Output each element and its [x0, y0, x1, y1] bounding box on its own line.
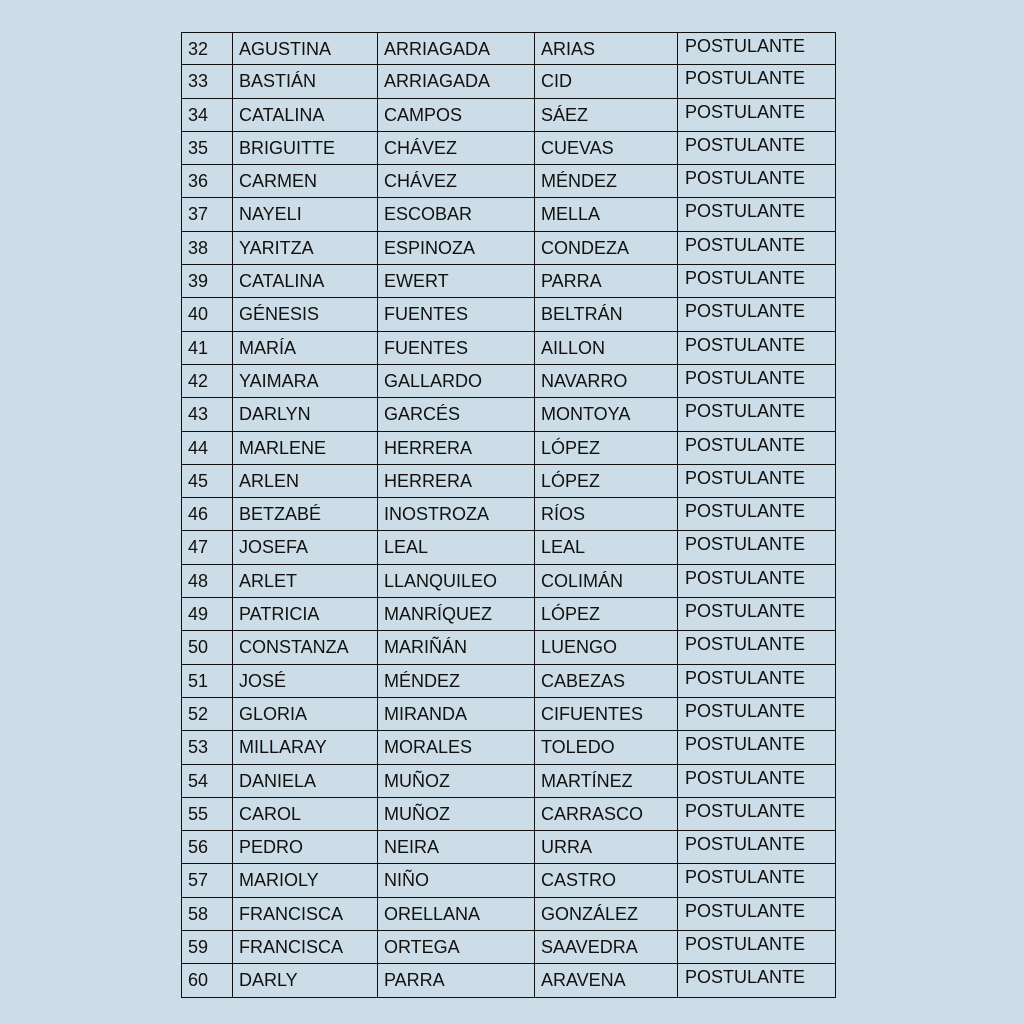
table-row: [181, 32, 836, 65]
table-row: [181, 565, 836, 598]
status-cell: POSTULANTE: [678, 864, 836, 896]
row-number-cell: 40: [181, 298, 233, 330]
status-cell: POSTULANTE: [678, 132, 836, 164]
maternal-surname-cell: PARRA: [535, 265, 678, 297]
table-row: [181, 498, 836, 531]
status-cell: POSTULANTE: [678, 698, 836, 730]
row-number-cell: 56: [181, 831, 233, 863]
row-number-cell: 33: [181, 65, 233, 97]
row-number-cell: 41: [181, 332, 233, 364]
paternal-surname-cell: ORELLANA: [378, 898, 535, 930]
row-number-cell: 43: [181, 398, 233, 430]
paternal-surname-cell: ESPINOZA: [378, 232, 535, 264]
first-name-cell: MILLARAY: [233, 731, 378, 763]
first-name-cell: CARMEN: [233, 165, 378, 197]
paternal-surname-cell: CAMPOS: [378, 99, 535, 131]
paternal-surname-cell: PARRA: [378, 964, 535, 996]
first-name-cell: DARLYN: [233, 398, 378, 430]
status-cell: POSTULANTE: [678, 631, 836, 663]
paternal-surname-cell: EWERT: [378, 265, 535, 297]
first-name-cell: BRIGUITTE: [233, 132, 378, 164]
row-number-cell: 37: [181, 198, 233, 230]
paternal-surname-cell: FUENTES: [378, 298, 535, 330]
status-cell: POSTULANTE: [678, 598, 836, 630]
first-name-cell: CATALINA: [233, 99, 378, 131]
status-cell: POSTULANTE: [678, 65, 836, 97]
maternal-surname-cell: ARIAS: [535, 33, 678, 64]
first-name-cell: JOSÉ: [233, 665, 378, 697]
row-number-cell: 58: [181, 898, 233, 930]
first-name-cell: FRANCISCA: [233, 898, 378, 930]
table-row: [181, 198, 836, 231]
maternal-surname-cell: AILLON: [535, 332, 678, 364]
status-cell: POSTULANTE: [678, 398, 836, 430]
row-number-cell: 54: [181, 765, 233, 797]
maternal-surname-cell: LÓPEZ: [535, 432, 678, 464]
first-name-cell: ARLET: [233, 565, 378, 597]
status-cell: POSTULANTE: [678, 365, 836, 397]
maternal-surname-cell: CARRASCO: [535, 798, 678, 830]
row-number-cell: 52: [181, 698, 233, 730]
first-name-cell: CONSTANZA: [233, 631, 378, 663]
first-name-cell: MARLENE: [233, 432, 378, 464]
table-row: [181, 898, 836, 931]
row-number-cell: 51: [181, 665, 233, 697]
row-number-cell: 45: [181, 465, 233, 497]
maternal-surname-cell: TOLEDO: [535, 731, 678, 763]
maternal-surname-cell: MONTOYA: [535, 398, 678, 430]
maternal-surname-cell: CID: [535, 65, 678, 97]
first-name-cell: MARÍA: [233, 332, 378, 364]
row-number-cell: 50: [181, 631, 233, 663]
status-cell: POSTULANTE: [678, 99, 836, 131]
row-number-cell: 48: [181, 565, 233, 597]
table-row: [181, 432, 836, 465]
first-name-cell: PEDRO: [233, 831, 378, 863]
status-cell: POSTULANTE: [678, 165, 836, 197]
maternal-surname-cell: RÍOS: [535, 498, 678, 530]
table-row: [181, 265, 836, 298]
first-name-cell: YARITZA: [233, 232, 378, 264]
status-cell: POSTULANTE: [678, 964, 836, 996]
maternal-surname-cell: ARAVENA: [535, 964, 678, 996]
paternal-surname-cell: GARCÉS: [378, 398, 535, 430]
table-row: [181, 665, 836, 698]
paternal-surname-cell: MUÑOZ: [378, 798, 535, 830]
maternal-surname-cell: URRA: [535, 831, 678, 863]
table-row: [181, 731, 836, 764]
maternal-surname-cell: CIFUENTES: [535, 698, 678, 730]
first-name-cell: GÉNESIS: [233, 298, 378, 330]
row-number-cell: 47: [181, 531, 233, 563]
maternal-surname-cell: CASTRO: [535, 864, 678, 896]
table-row: [181, 165, 836, 198]
maternal-surname-cell: LÓPEZ: [535, 598, 678, 630]
status-cell: POSTULANTE: [678, 731, 836, 763]
first-name-cell: NAYELI: [233, 198, 378, 230]
row-number-cell: 35: [181, 132, 233, 164]
maternal-surname-cell: LÓPEZ: [535, 465, 678, 497]
table-row: [181, 465, 836, 498]
table-row: [181, 798, 836, 831]
paternal-surname-cell: MANRÍQUEZ: [378, 598, 535, 630]
paternal-surname-cell: MORALES: [378, 731, 535, 763]
maternal-surname-cell: SAAVEDRA: [535, 931, 678, 963]
status-cell: POSTULANTE: [678, 232, 836, 264]
row-number-cell: 38: [181, 232, 233, 264]
table-row: [181, 398, 836, 431]
status-cell: POSTULANTE: [678, 565, 836, 597]
maternal-surname-cell: MELLA: [535, 198, 678, 230]
table-row: [181, 964, 836, 997]
maternal-surname-cell: SÁEZ: [535, 99, 678, 131]
first-name-cell: GLORIA: [233, 698, 378, 730]
maternal-surname-cell: MARTÍNEZ: [535, 765, 678, 797]
maternal-surname-cell: MÉNDEZ: [535, 165, 678, 197]
status-cell: POSTULANTE: [678, 432, 836, 464]
maternal-surname-cell: LUENGO: [535, 631, 678, 663]
first-name-cell: AGUSTINA: [233, 33, 378, 64]
table-row: [181, 765, 836, 798]
maternal-surname-cell: LEAL: [535, 531, 678, 563]
row-number-cell: 34: [181, 99, 233, 131]
first-name-cell: FRANCISCA: [233, 931, 378, 963]
status-cell: POSTULANTE: [678, 298, 836, 330]
table-row: [181, 365, 836, 398]
status-cell: POSTULANTE: [678, 198, 836, 230]
table-row: [181, 598, 836, 631]
table-row: [181, 698, 836, 731]
maternal-surname-cell: COLIMÁN: [535, 565, 678, 597]
paternal-surname-cell: MUÑOZ: [378, 765, 535, 797]
first-name-cell: ARLEN: [233, 465, 378, 497]
paternal-surname-cell: GALLARDO: [378, 365, 535, 397]
status-cell: POSTULANTE: [678, 498, 836, 530]
status-cell: POSTULANTE: [678, 898, 836, 930]
row-number-cell: 60: [181, 964, 233, 996]
paternal-surname-cell: MÉNDEZ: [378, 665, 535, 697]
row-number-cell: 32: [181, 33, 233, 64]
row-number-cell: 53: [181, 731, 233, 763]
paternal-surname-cell: HERRERA: [378, 432, 535, 464]
row-number-cell: 55: [181, 798, 233, 830]
maternal-surname-cell: CONDEZA: [535, 232, 678, 264]
paternal-surname-cell: MIRANDA: [378, 698, 535, 730]
maternal-surname-cell: CUEVAS: [535, 132, 678, 164]
row-number-cell: 39: [181, 265, 233, 297]
paternal-surname-cell: CHÁVEZ: [378, 132, 535, 164]
status-cell: POSTULANTE: [678, 465, 836, 497]
table-row: [181, 831, 836, 864]
first-name-cell: CATALINA: [233, 265, 378, 297]
table-row: [181, 132, 836, 165]
table-row: [181, 298, 836, 331]
status-cell: POSTULANTE: [678, 931, 836, 963]
paternal-surname-cell: CHÁVEZ: [378, 165, 535, 197]
row-number-cell: 49: [181, 598, 233, 630]
status-cell: POSTULANTE: [678, 765, 836, 797]
table-row: [181, 531, 836, 564]
maternal-surname-cell: CABEZAS: [535, 665, 678, 697]
first-name-cell: PATRICIA: [233, 598, 378, 630]
maternal-surname-cell: BELTRÁN: [535, 298, 678, 330]
paternal-surname-cell: LEAL: [378, 531, 535, 563]
paternal-surname-cell: MARIÑÁN: [378, 631, 535, 663]
status-cell: POSTULANTE: [678, 665, 836, 697]
first-name-cell: DARLY: [233, 964, 378, 996]
first-name-cell: JOSEFA: [233, 531, 378, 563]
paternal-surname-cell: ARRIAGADA: [378, 33, 535, 64]
paternal-surname-cell: ESCOBAR: [378, 198, 535, 230]
status-cell: POSTULANTE: [678, 531, 836, 563]
maternal-surname-cell: GONZÁLEZ: [535, 898, 678, 930]
status-cell: POSTULANTE: [678, 265, 836, 297]
maternal-surname-cell: NAVARRO: [535, 365, 678, 397]
table-row: [181, 931, 836, 964]
paternal-surname-cell: NEIRA: [378, 831, 535, 863]
first-name-cell: BASTIÁN: [233, 65, 378, 97]
paternal-surname-cell: FUENTES: [378, 332, 535, 364]
row-number-cell: 42: [181, 365, 233, 397]
row-number-cell: 46: [181, 498, 233, 530]
table-row: [181, 99, 836, 132]
row-number-cell: 57: [181, 864, 233, 896]
table-row: [181, 631, 836, 664]
paternal-surname-cell: LLANQUILEO: [378, 565, 535, 597]
paternal-surname-cell: HERRERA: [378, 465, 535, 497]
paternal-surname-cell: ORTEGA: [378, 931, 535, 963]
status-cell: POSTULANTE: [678, 831, 836, 863]
row-number-cell: 36: [181, 165, 233, 197]
applicant-table: [181, 32, 836, 998]
table-row: [181, 65, 836, 98]
first-name-cell: CAROL: [233, 798, 378, 830]
paternal-surname-cell: ARRIAGADA: [378, 65, 535, 97]
status-cell: POSTULANTE: [678, 332, 836, 364]
first-name-cell: DANIELA: [233, 765, 378, 797]
status-cell: POSTULANTE: [678, 33, 836, 64]
first-name-cell: YAIMARA: [233, 365, 378, 397]
status-cell: POSTULANTE: [678, 798, 836, 830]
row-number-cell: 44: [181, 432, 233, 464]
first-name-cell: BETZABÉ: [233, 498, 378, 530]
paternal-surname-cell: INOSTROZA: [378, 498, 535, 530]
first-name-cell: MARIOLY: [233, 864, 378, 896]
row-number-cell: 59: [181, 931, 233, 963]
table-row: [181, 864, 836, 897]
paternal-surname-cell: NIÑO: [378, 864, 535, 896]
table-row: [181, 332, 836, 365]
table-row: [181, 232, 836, 265]
